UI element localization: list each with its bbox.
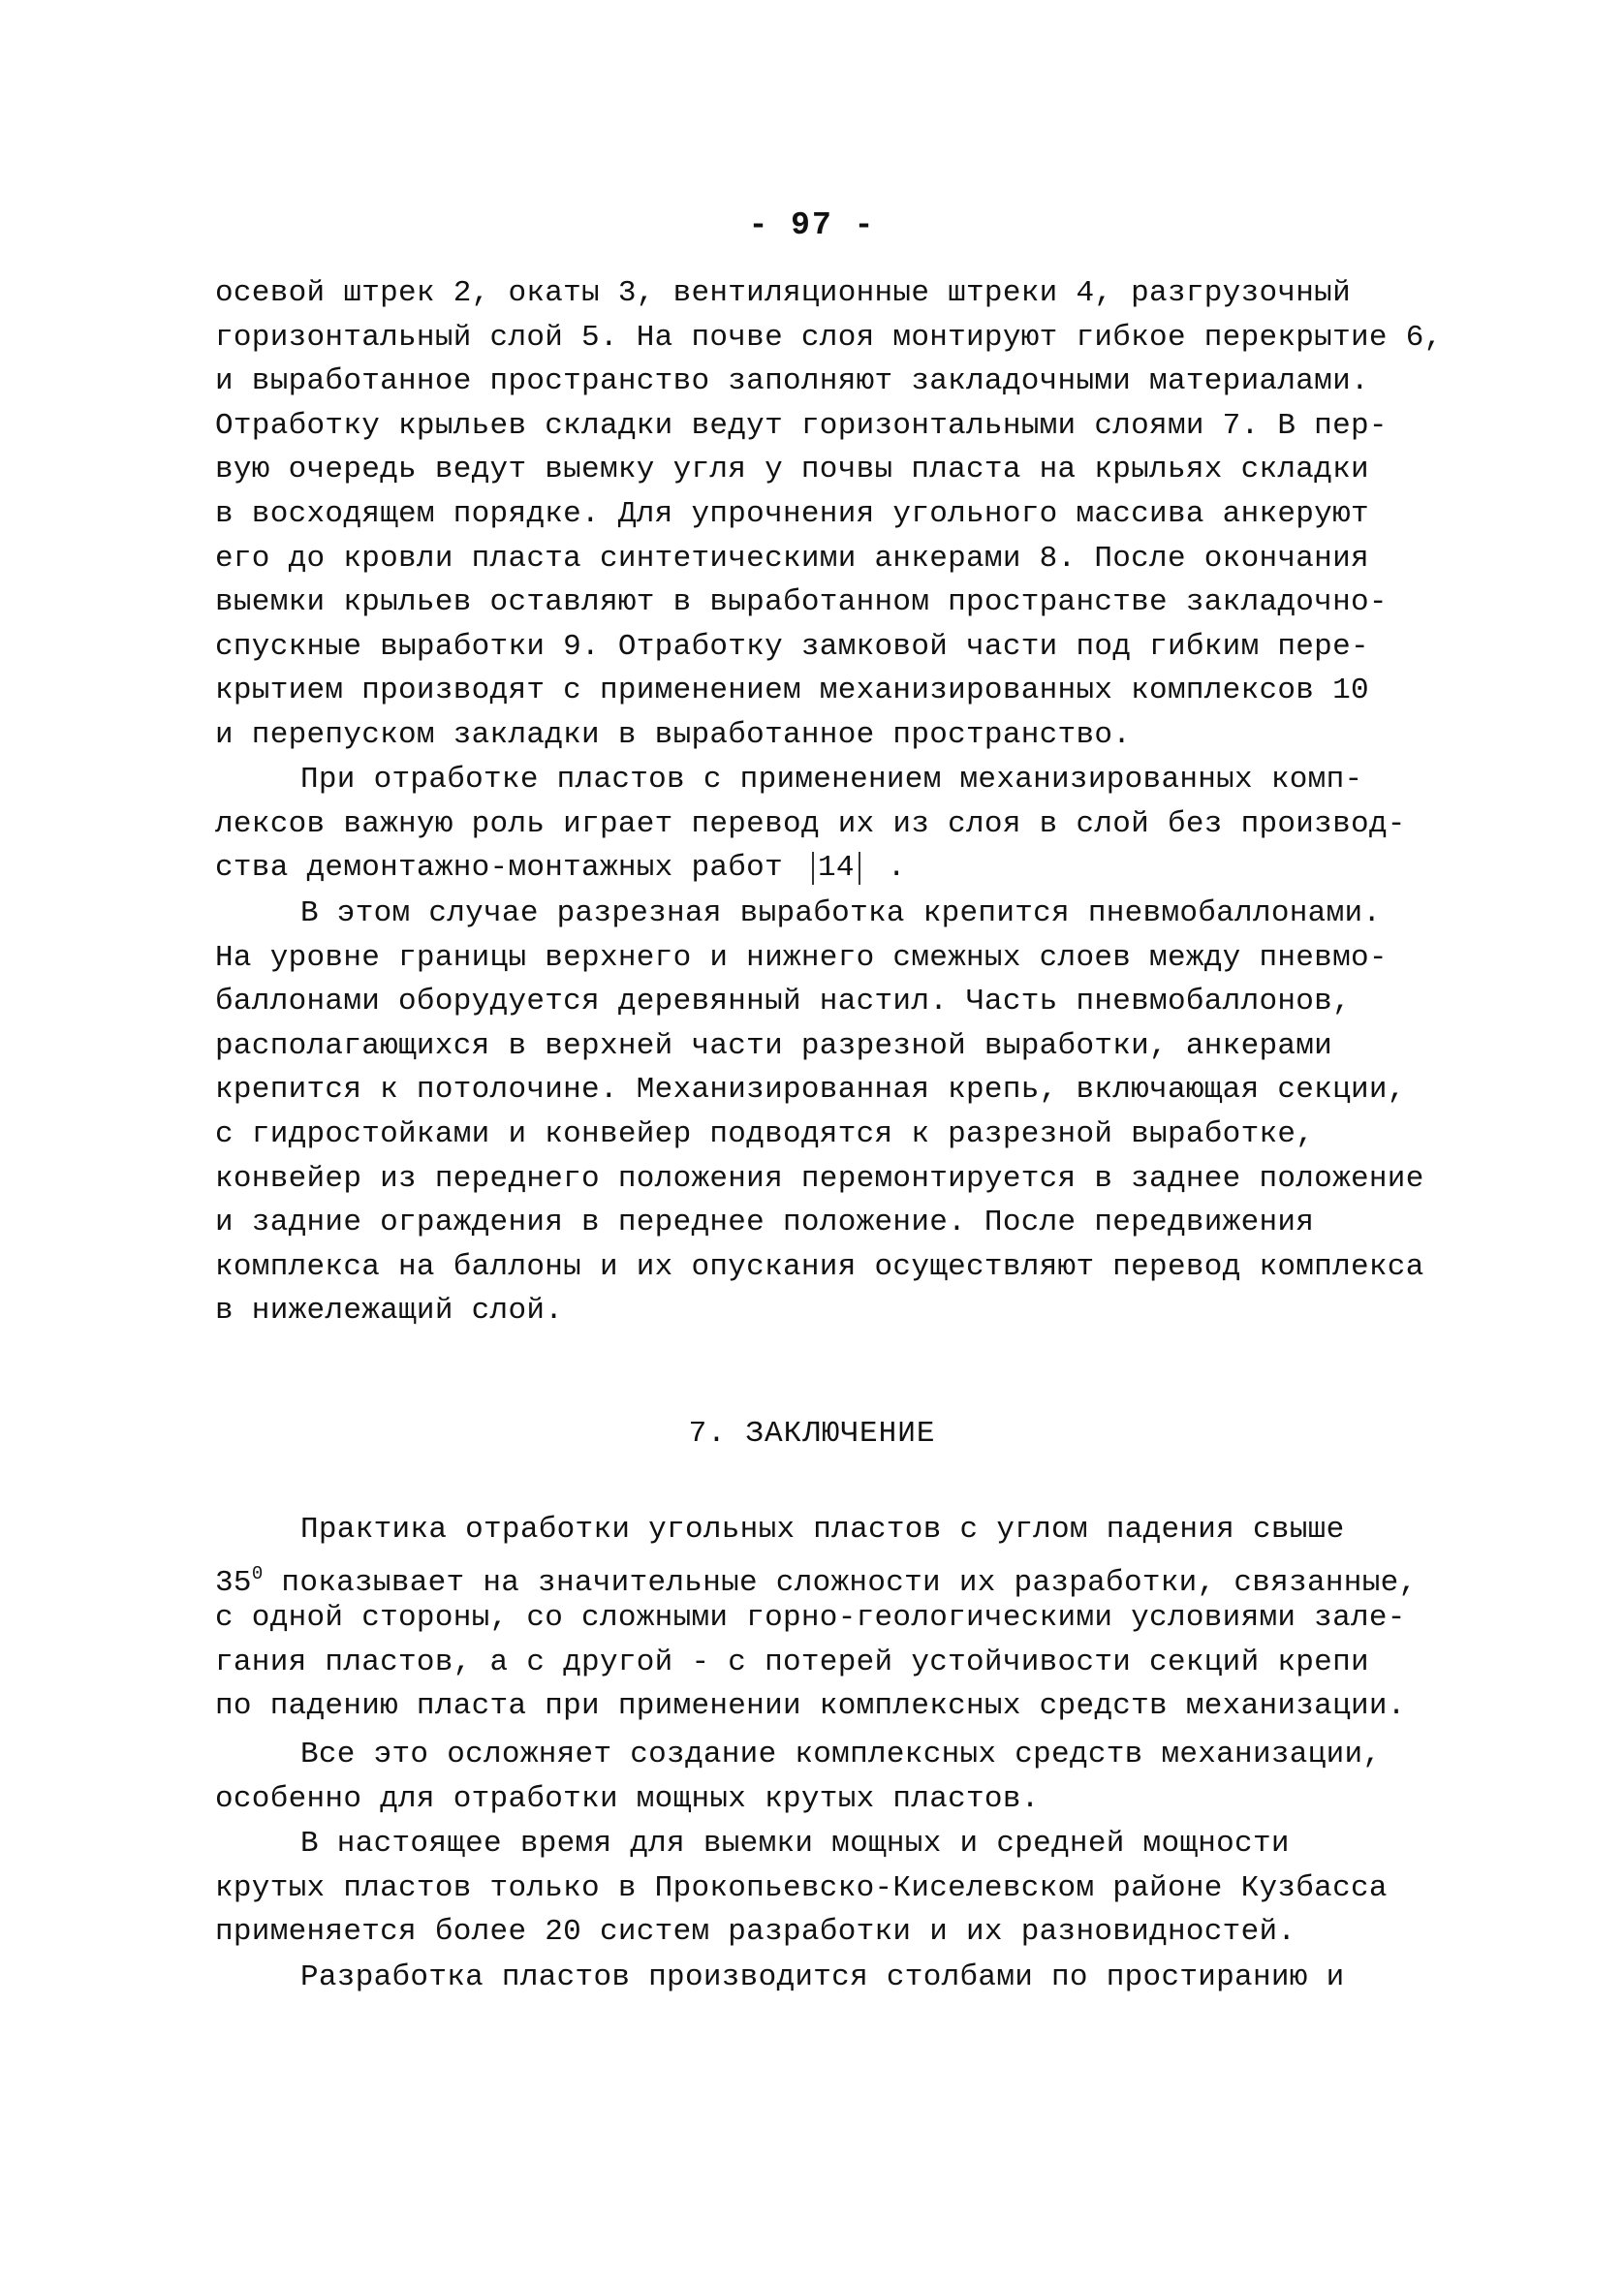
text-line: На уровне границы верхнего и нижнего смежных слоев между пневмо- xyxy=(215,940,1388,975)
text-line: баллонами оборудуется деревянный настил. Часть пневмобаллонов, xyxy=(215,985,1351,1019)
paragraph-complexes xyxy=(215,758,1436,891)
text-line: В настоящее время для выемки мощных и средней мощности xyxy=(300,1827,1290,1861)
text-line: с гидростойками и конвейер подводятся к разрезной выработке, xyxy=(215,1116,1315,1151)
degree-superscript: 0 xyxy=(251,1562,264,1584)
paragraph-pneumatic xyxy=(215,892,1436,1333)
text-line: Отработку крыльев складки ведут горизонтальными слоями 7. В пер- xyxy=(215,408,1388,443)
text-line: особенно для отработки мощных крутых пластов. xyxy=(215,1781,1040,1816)
text-line: в нижележащий слой. xyxy=(215,1294,564,1329)
text-line: комплекса на баллоны и их опускания осуществляют перевод комплекса xyxy=(215,1249,1424,1284)
text-fragment: ства демонтажно-монтажных работ xyxy=(215,851,783,886)
text-fragment: показывает на значительные сложности их разработки, связанные, xyxy=(263,1565,1418,1600)
conclusion-paragraph-3 xyxy=(215,1822,1436,1955)
text-line: вую очередь ведут выемку угля у почвы пласта на крыльях складки xyxy=(215,453,1369,487)
text-line: крытием производят с применением механизированных комплексов 10 xyxy=(215,674,1369,708)
text-line: гания пластов, а с другой - с потерей устойчивости секций крепи xyxy=(215,1645,1369,1679)
text-line: выемки крыльев оставляют в выработанном пространстве закладочно- xyxy=(215,585,1388,620)
text-line: осевой штрек 2, окаты 3, вентиляционные штреки 4, разгрузочный xyxy=(215,276,1351,310)
text-line: горизонтальный слой 5. На почве слоя монтируют гибкое перекрытие 6, xyxy=(215,320,1443,355)
text-line: и задние ограждения в переднее положение. После передвижения xyxy=(215,1206,1315,1240)
text-fragment: . xyxy=(887,851,906,886)
text-line: крутых пластов только в Прокопьевско-Киселевском районе Кузбасса xyxy=(215,1870,1388,1905)
text-line: Разработка пластов производится столбами по простиранию и xyxy=(300,1960,1345,1994)
text-line: по падению пласта при применении комплексных средств механизации. xyxy=(215,1689,1406,1724)
text-line: спускные выработки 9. Отработку замковой части под гибким пере- xyxy=(215,629,1369,664)
page-number: - 97 - xyxy=(748,207,876,243)
text-line: в восходящем порядке. Для упрочнения угольного массива анкеруют xyxy=(215,496,1369,531)
text-line: располагающихся в верхней части разрезной выработки, анкерами xyxy=(215,1028,1333,1063)
text-line: Все это осложняет создание комплексных средств механизации, xyxy=(300,1738,1382,1771)
text-line: Практика отработки угольных пластов с углом падения свыше xyxy=(300,1513,1345,1547)
text-line-with-superscript xyxy=(215,1552,1436,1600)
text-line: При отработке пластов с применением механизированных комп- xyxy=(300,763,1363,797)
text-line: с одной стороны, со сложными горно-геологическими условиями зале- xyxy=(215,1601,1406,1636)
text-line: его до кровли пласта синтетическими анкерами 8. После окончания xyxy=(215,541,1369,576)
conclusion-paragraph-4 xyxy=(215,1956,1436,2000)
text-line: В этом случае разрезная выработка крепится пневмобаллонами. xyxy=(300,896,1382,930)
text-line: конвейер из переднего положения перемонтируется в заднее положение xyxy=(215,1161,1424,1196)
text-line: и перепуском закладки в выработанное пространство. xyxy=(215,717,1132,752)
text-line: лексов важную роль играет перевод их из слоя в слой без производ- xyxy=(215,806,1406,841)
text-line: и выработанное пространство заполняют закладочными материалами. xyxy=(215,364,1369,399)
text-line-with-reference xyxy=(215,846,1436,891)
text-line: крепится к потолочине. Механизированная крепь, включающая секции, xyxy=(215,1073,1406,1108)
section-heading: 7. ЗАКЛЮЧЕНИЕ xyxy=(688,1417,936,1451)
text-line: применяется более 20 систем разработки и их разновидностей. xyxy=(215,1915,1296,1950)
conclusion-paragraph-2 xyxy=(215,1733,1436,1821)
paragraph-continuation xyxy=(215,271,1443,758)
conclusion-paragraph-1 xyxy=(215,1508,1436,1729)
reference-citation: 14 xyxy=(812,852,860,885)
angle-value: 35 xyxy=(215,1565,252,1600)
